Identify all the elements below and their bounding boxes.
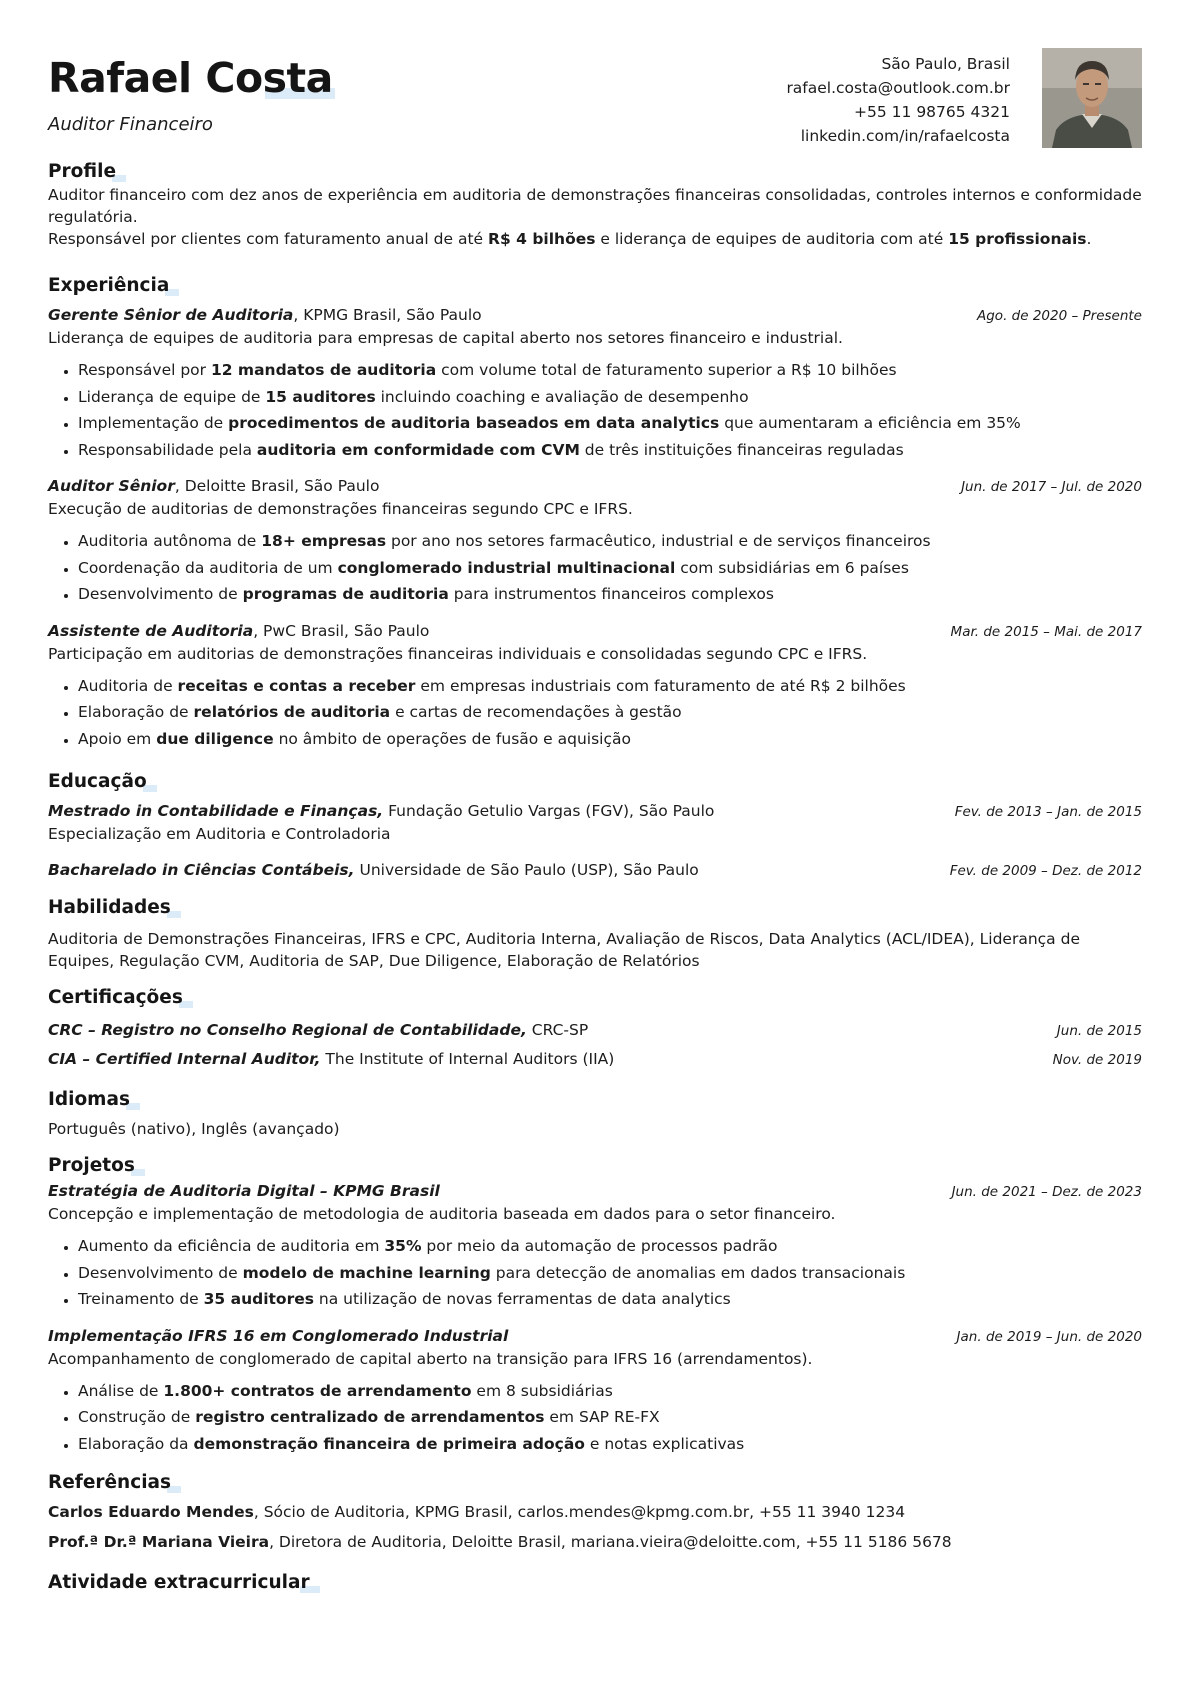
job-bullets xyxy=(48,528,1142,608)
references-heading: Referências xyxy=(48,1471,181,1495)
project-bullets xyxy=(48,1233,1142,1313)
list-item: • Desenvolvimento de programas de auditoria para instrumentos financeiros complexos xyxy=(78,581,1142,608)
certification-date: Nov. de 2019 xyxy=(1052,1052,1142,1068)
references-section xyxy=(48,1471,1142,1557)
languages-text: Português (nativo), Inglês (avançado) xyxy=(48,1120,340,1138)
extracurricular-heading: Atividade extracurricular xyxy=(48,1571,320,1595)
education-entry xyxy=(48,859,1142,882)
project-name: Estratégia de Auditoria Digital – KPMG Brasil xyxy=(48,1182,440,1200)
list-item: • Análise de 1.800+ contratos de arrendamento em 8 subsidiárias xyxy=(78,1378,1142,1405)
certifications-section xyxy=(48,986,1142,1074)
reference-detail: , Diretora de Auditoria, Deloitte Brasil, mariana.vieira@deloitte.com, +55 11 5186 5678 xyxy=(269,1533,952,1551)
profile-highlight-team: 15 profissionais xyxy=(948,230,1087,248)
projects-section xyxy=(48,1154,1142,1457)
certification-date: Jun. de 2015 xyxy=(1056,1023,1142,1039)
project-entry xyxy=(48,1180,1142,1313)
job-bullets xyxy=(48,357,1142,463)
certification-issuer: CRC-SP xyxy=(526,1021,589,1039)
certifications-heading: Certificações xyxy=(48,986,193,1010)
profile-line-1: Auditor financeiro com dez anos de experiência em auditoria de demonstrações financeiras consolidadas, controles internos e conformidade regulatória. xyxy=(48,186,1142,226)
certification-name: CRC – Registro no Conselho Regional de Contabilidade, xyxy=(48,1021,527,1039)
project-summary: Acompanhamento de conglomerado de capital aberto na transição para IFRS 16 (arrendamentos). xyxy=(48,1349,813,1368)
job-entry xyxy=(48,620,1142,753)
job-company: , KPMG Brasil, São Paulo xyxy=(293,306,482,324)
project-date: Jan. de 2019 – Jun. de 2020 xyxy=(956,1328,1142,1345)
list-item: • Construção de registro centralizado de arrendamentos em SAP RE-FX xyxy=(78,1404,1142,1431)
reference-name: Carlos Eduardo Mendes xyxy=(48,1503,254,1521)
list-item: • Auditoria de receitas e contas a receber em empresas industriais com faturamento de até R$ 2 bilhões xyxy=(78,673,1142,700)
phone-text: +55 11 98765 4321 xyxy=(854,103,1010,121)
experience-heading: Experiência xyxy=(48,274,179,298)
job-date: Ago. de 2020 – Presente xyxy=(977,308,1142,324)
job-summary: Execução de auditorias de demonstrações financeiras segundo CPC e IFRS. xyxy=(48,500,633,518)
job-bullets xyxy=(48,673,1142,753)
job-date: Jun. de 2017 – Jul. de 2020 xyxy=(961,479,1142,495)
list-item: • Apoio em due diligence no âmbito de operações de fusão e aquisição xyxy=(78,726,1142,753)
list-item: • Treinamento de 35 auditores na utilização de novas ferramentas de data analytics xyxy=(78,1286,1142,1313)
list-item: • Elaboração de relatórios de auditoria e cartas de recomendações à gestão xyxy=(78,699,1142,726)
degree-name: Mestrado in Contabilidade e Finanças, xyxy=(48,802,384,820)
linkedin-link[interactable]: linkedin.com/in/rafaelcosta xyxy=(800,127,1010,145)
certification-issuer: The Institute of Internal Auditors (IIA) xyxy=(320,1050,615,1068)
degree-name: Bacharelado in Ciências Contábeis, xyxy=(48,861,355,879)
project-name: Implementação IFRS 16 em Conglomerado Industrial xyxy=(48,1326,509,1345)
email-link[interactable]: rafael.costa@outlook.com.br xyxy=(786,79,1010,97)
education-heading: Educação xyxy=(48,770,157,794)
education-detail: Especialização em Auditoria e Controladoria xyxy=(48,825,391,843)
profile-highlight-revenue: R$ 4 bilhões xyxy=(488,230,596,248)
list-item: • Implementação de procedimentos de auditoria baseados em data analytics que aumentaram a eficiência em 35% xyxy=(78,410,1142,437)
profile-heading: Profile xyxy=(48,160,126,184)
languages-section xyxy=(48,1088,1142,1140)
projects-heading: Projetos xyxy=(48,1154,145,1178)
resume-header xyxy=(48,0,1142,160)
job-position: Auditor Sênior xyxy=(48,477,175,495)
education-section xyxy=(48,770,1142,882)
education-date: Fev. de 2013 – Jan. de 2015 xyxy=(954,804,1142,820)
reference-detail: , Sócio de Auditoria, KPMG Brasil, carlos.mendes@kpmg.com.br, +55 11 3940 1234 xyxy=(253,1503,906,1521)
list-item: • Responsabilidade pela auditoria em conformidade com CVM de três instituições financeiras reguladas xyxy=(78,437,1142,464)
school-name: Universidade de São Paulo (USP), São Paulo xyxy=(354,861,699,879)
certification-name: CIA – Certified Internal Auditor, xyxy=(48,1050,321,1068)
certification-entry xyxy=(48,1045,1142,1074)
candidate-role: Auditor Financeiro xyxy=(48,114,213,135)
project-summary: Concepção e implementação de metodologia de auditoria baseada em dados para o setor financeiro. xyxy=(48,1205,836,1223)
job-date: Mar. de 2015 – Mai. de 2017 xyxy=(950,623,1142,640)
project-bullets xyxy=(48,1378,1142,1458)
job-entry xyxy=(48,475,1142,608)
extracurricular-section xyxy=(48,1571,1142,1595)
reference-name: Prof.ª Dr.ª Mariana Vieira xyxy=(48,1533,270,1551)
education-entry xyxy=(48,800,1142,845)
experience-section xyxy=(48,274,1142,752)
profile-line-2a: Responsável por clientes com faturamento anual de até xyxy=(48,230,489,248)
skills-text: Auditoria de Demonstrações Financeiras, IFRS e CPC, Auditoria Interna, Avaliação de Riscos, Data Analytics (ACL/IDEA), Liderança de Equipes, Regulação CVM, Auditoria de SAP, Due Diligence, Elaboração de Relatórios xyxy=(48,930,1080,970)
job-summary: Liderança de equipes de auditoria para empresas de capital aberto nos setores financeiro e industrial. xyxy=(48,329,843,347)
list-item: • Auditoria autônoma de 18+ empresas por ano nos setores farmacêutico, industrial e de serviços financeiros xyxy=(78,528,1142,555)
job-entry xyxy=(48,304,1142,463)
list-item: • Aumento da eficiência de auditoria em 35% por meio da automação de processos padrão xyxy=(78,1233,1142,1260)
profile-line-2e: . xyxy=(1086,230,1092,248)
list-item: • Desenvolvimento de modelo de machine learning para detecção de anomalias em dados transacionais xyxy=(78,1260,1142,1287)
job-summary: Participação em auditorias de demonstrações financeiras individuais e consolidadas segundo CPC e IFRS. xyxy=(48,644,868,663)
list-item: • Responsável por 12 mandatos de auditoria com volume total de faturamento superior a R$ 10 bilhões xyxy=(78,357,1142,384)
languages-heading: Idiomas xyxy=(48,1088,140,1112)
skills-heading: Habilidades xyxy=(48,896,181,920)
portrait-icon xyxy=(1042,48,1142,148)
list-item: • Elaboração da demonstração financeira de primeira adoção e notas explicativas xyxy=(78,1431,1142,1458)
profile-text xyxy=(48,184,1142,250)
reference-entry xyxy=(48,1527,1142,1557)
location-text: São Paulo, Brasil xyxy=(881,55,1010,73)
skills-section xyxy=(48,896,1142,972)
profile-section xyxy=(48,160,1142,250)
profile-photo xyxy=(1042,48,1142,148)
list-item: • Coordenação da auditoria de um conglomerado industrial multinacional com subsidiárias em 6 países xyxy=(78,555,1142,582)
job-company: , Deloitte Brasil, São Paulo xyxy=(174,477,380,495)
project-date: Jun. de 2021 – Dez. de 2023 xyxy=(951,1184,1142,1200)
contact-block xyxy=(786,52,1010,148)
job-position: Assistente de Auditoria xyxy=(48,621,254,640)
candidate-name: Rafael Costa xyxy=(48,58,337,99)
project-entry xyxy=(48,1325,1142,1458)
certification-entry xyxy=(48,1016,1142,1045)
education-date: Fev. de 2009 – Dez. de 2012 xyxy=(949,863,1142,879)
job-company: , PwC Brasil, São Paulo xyxy=(253,621,430,640)
reference-entry xyxy=(48,1497,1142,1527)
job-position: Gerente Sênior de Auditoria xyxy=(48,306,294,324)
school-name: Fundação Getulio Vargas (FGV), São Paulo xyxy=(383,802,715,820)
list-item: • Liderança de equipe de 15 auditores incluindo coaching e avaliação de desempenho xyxy=(78,384,1142,411)
profile-line-2c: e liderança de equipes de auditoria com até xyxy=(595,230,949,248)
